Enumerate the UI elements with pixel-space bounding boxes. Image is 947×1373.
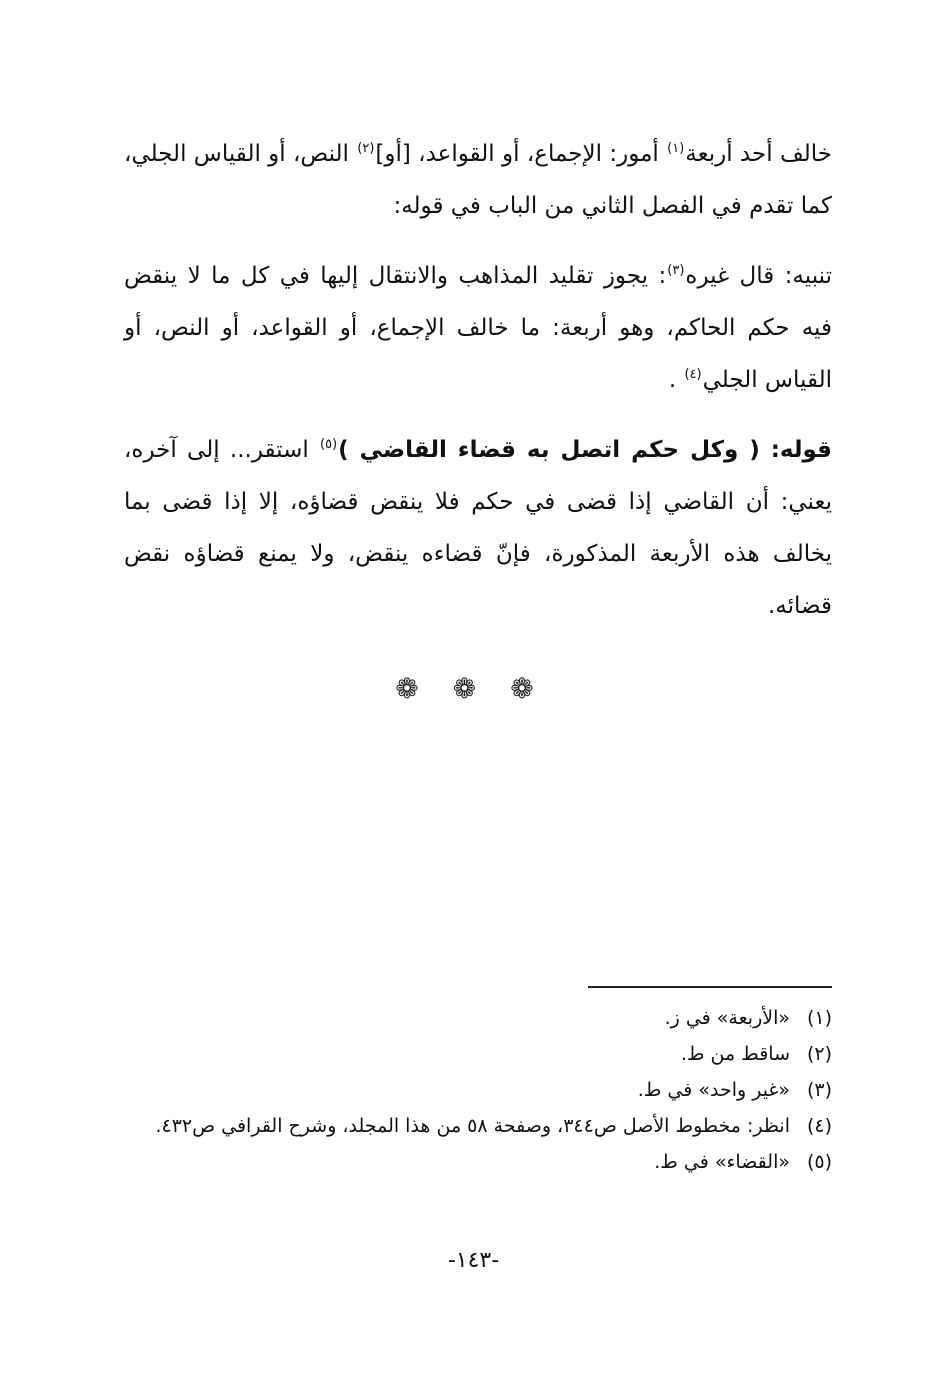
text-run: : يجوز تقليد المذاهب والانتقال إليها في كل ما لا ينقض فيه حكم الحاكم، وهو أربعة: ما خالف الإجماع، أو القواعد، أو النص، أو القياس الجلي <box>124 263 832 393</box>
footnote-marker-3[interactable]: (٣) <box>667 263 685 279</box>
footnote-1 <box>118 1000 832 1036</box>
footnote-number: (٢) <box>806 1043 832 1065</box>
footnote-marker-4[interactable]: (٤) <box>684 367 702 383</box>
text-run: تنبيه: قال غيره <box>685 263 832 289</box>
paragraph-3 <box>124 424 832 632</box>
flower-ornament-icon: ❁ <box>452 672 495 705</box>
footnote-separator <box>588 986 832 988</box>
text-run: . <box>668 367 684 393</box>
footnote-number: (٣) <box>806 1079 832 1101</box>
paragraph-2 <box>124 250 832 406</box>
footnotes <box>118 1000 832 1180</box>
footnote-number: (٤) <box>806 1115 832 1137</box>
footnote-3 <box>118 1072 832 1108</box>
footnote-marker-2[interactable]: (٢) <box>357 141 375 157</box>
main-text <box>124 128 832 650</box>
footnote-marker-1[interactable]: (١) <box>667 141 685 157</box>
footnote-number: (١) <box>806 1007 832 1029</box>
footnote-text: «القضاء» في ط. <box>654 1151 790 1173</box>
footnote-text: «الأربعة» في ز. <box>664 1007 790 1029</box>
footnote-4 <box>118 1108 832 1144</box>
footnote-marker-5[interactable]: (٥) <box>320 437 338 453</box>
text-run: أمور: الإجماع، أو القواعد، [أو] <box>375 141 667 167</box>
footnote-text: «غير واحد» في ط. <box>637 1079 790 1101</box>
paragraph-1 <box>124 128 832 232</box>
flower-ornament-icon: ❁ <box>395 672 437 705</box>
footnote-text: ساقط من ط. <box>680 1043 790 1065</box>
footnote-5 <box>118 1144 832 1180</box>
quoted-heading: قوله: ( وكل حكم اتصل به قضاء القاضي ) <box>338 437 832 463</box>
footnote-2 <box>118 1036 832 1072</box>
text-run: النص، أو القياس الجلي، كما تقدم في الفصل الثاني من الباب في قوله: <box>124 141 832 219</box>
section-ornaments <box>0 672 947 705</box>
page-number: -١٤٣- <box>447 1248 500 1273</box>
text-run: استقر... إلى آخره، يعني: أن القاضي إذا قضى في حكم فلا ينقض قضاؤه، إلا إذا قضى بما يخالف هذه الأربعة المذكورة، فإنّ قضاءه ينقض، ولا يمنع قضاؤه نقض قضائه. <box>124 437 832 619</box>
text-run: خالف أحد أربعة <box>685 141 832 167</box>
footnote-text: انظر: مخطوط الأصل ص٣٤٤، وصفحة ٥٨ من هذا المجلد، وشرح القرافي ص٤٣٢. <box>155 1115 790 1137</box>
flower-ornament-icon: ❁ <box>510 672 552 705</box>
footnote-number: (٥) <box>806 1151 832 1173</box>
